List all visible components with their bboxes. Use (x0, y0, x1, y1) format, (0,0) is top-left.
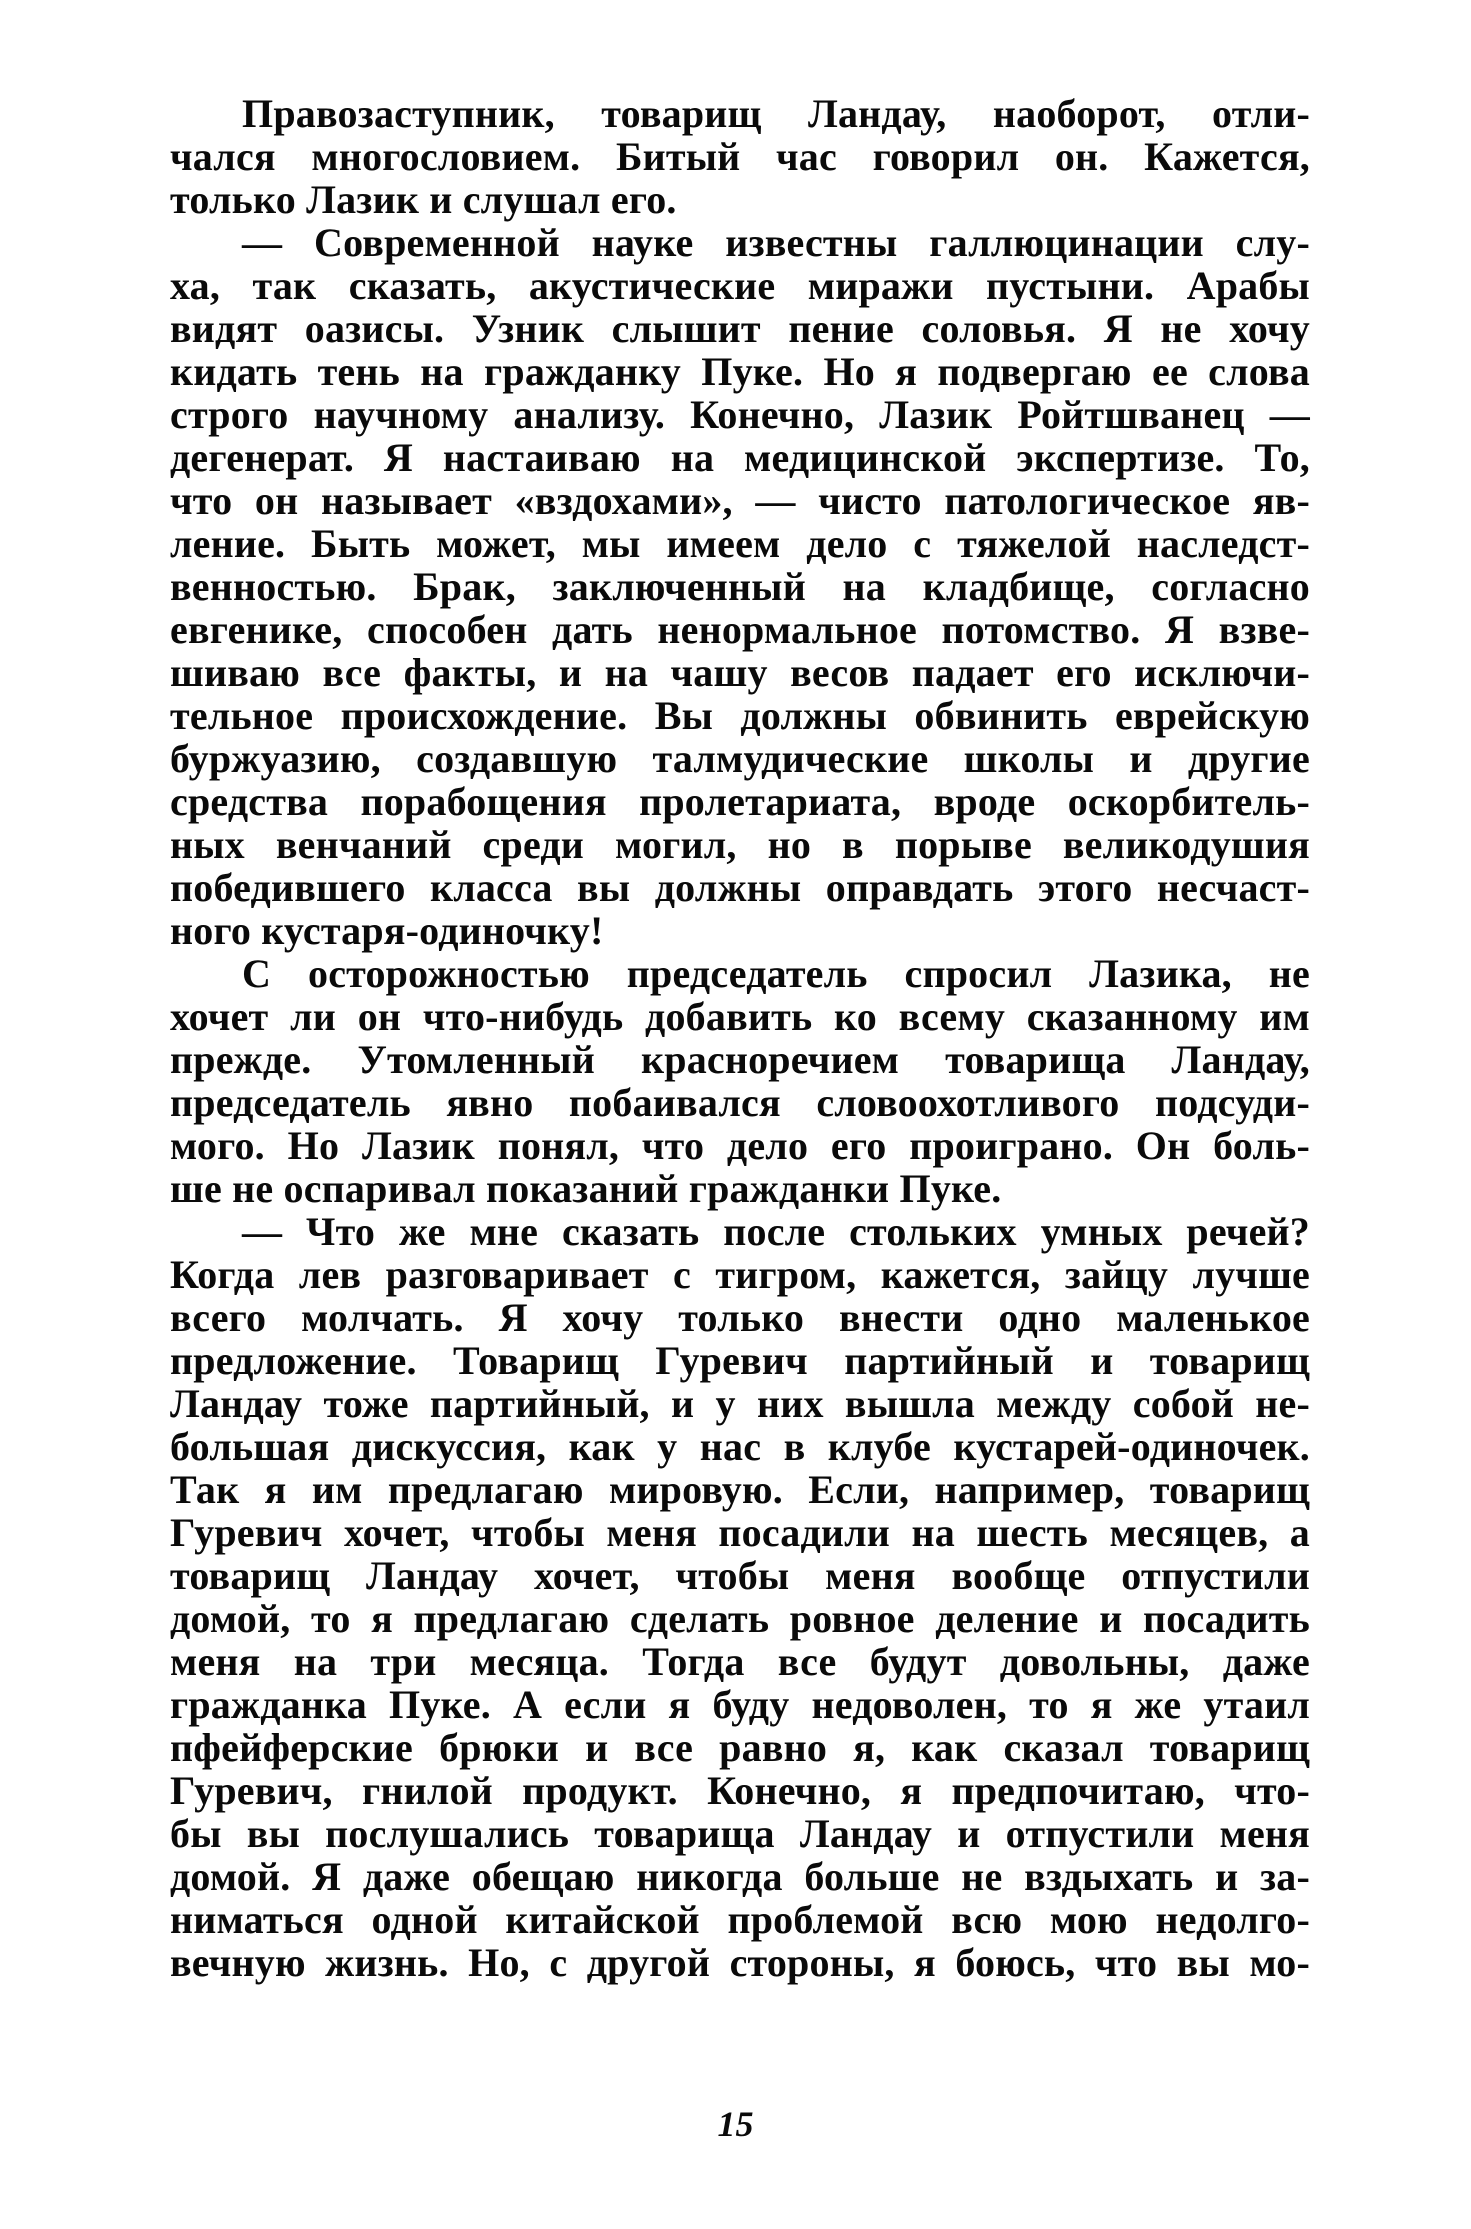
text-line: буржуазию, создавшую талмудические школы и другие (170, 736, 1310, 781)
text-line: большая дискуссия, как у нас в клубе кустарей-одиночек. (170, 1424, 1310, 1469)
text-line: — Современной науке известны галлюцинации слу- (242, 220, 1310, 265)
text-line: хочет ли он что-нибудь добавить ко всему сказанному им (170, 994, 1310, 1039)
text-line: Ландау тоже партийный, и у них вышла между собой не- (170, 1381, 1310, 1426)
text-line: мого. Но Лазик понял, что дело его проиграно. Он боль- (170, 1123, 1310, 1168)
text-line: евгенике, способен дать ненормальное потомство. Я взве- (170, 607, 1310, 652)
text-line: всего молчать. Я хочу только внести одно маленькое (170, 1295, 1310, 1340)
text-line: ных венчаний среди могил, но в порыве великодушия (170, 822, 1310, 867)
text-line: дегенерат. Я настаиваю на медицинской экспертизе. То, (170, 435, 1310, 480)
text-line: гражданка Пуке. А если я буду недоволен, то я же утаил (170, 1682, 1310, 1727)
page-number: 15 (717, 2104, 754, 2144)
text-line: Когда лев разговаривает с тигром, кажется, зайцу лучше (170, 1252, 1310, 1297)
paragraph (170, 952, 1310, 1210)
text-line: средства порабощения пролетариата, вроде оскорбитель- (170, 779, 1310, 824)
text-line: домой. Я даже обещаю никогда больше не вздыхать и за- (170, 1854, 1310, 1899)
paragraph (170, 1210, 1310, 1984)
text-line: победившего класса вы должны оправдать этого несчаст- (170, 865, 1310, 910)
text-line: вечную жизнь. Но, с другой стороны, я боюсь, что вы мо- (170, 1940, 1310, 1985)
text-line: ниматься одной китайской проблемой всю мою недолго- (170, 1897, 1310, 1942)
text-line: — Что же мне сказать после стольких умных речей? (242, 1209, 1310, 1254)
text-line: председатель явно побаивался словоохотливого подсуди- (170, 1080, 1310, 1125)
text-line: кидать тень на гражданку Пуке. Но я подвергаю ее слова (170, 349, 1310, 394)
text-line: домой, то я предлагаю сделать ровное деление и посадить (170, 1596, 1310, 1641)
text-line: венностью. Брак, заключенный на кладбище, согласно (170, 564, 1310, 609)
text-line: что он называет «вздохами», — чисто патологическое яв- (170, 478, 1310, 523)
text-line: бы вы послушались товарища Ландау и отпустили меня (170, 1811, 1310, 1856)
text-line: прежде. Утомленный красноречием товарища Ландау, (170, 1037, 1310, 1082)
text-line: ше не оспаривал показаний гражданки Пуке. (170, 1166, 1002, 1211)
text-line: только Лазик и слушал его. (170, 177, 677, 222)
text-line: Гуревич хочет, чтобы меня посадили на шесть месяцев, а (170, 1510, 1310, 1555)
text-line: шиваю все факты, и на чашу весов падает его исключи- (170, 650, 1310, 695)
text-line: видят оазисы. Узник слышит пение соловья. Я не хочу (170, 306, 1310, 351)
page-text-body (170, 92, 1310, 1984)
text-line: товарищ Ландау хочет, чтобы меня вообще отпустили (170, 1553, 1310, 1598)
paragraph (170, 221, 1310, 952)
text-line: ного кустаря-одиночку! (170, 908, 604, 953)
text-line: пфейферские брюки и все равно я, как сказал товарищ (170, 1725, 1310, 1770)
text-line: меня на три месяца. Тогда все будут довольны, даже (170, 1639, 1310, 1684)
text-line: Так я им предлагаю мировую. Если, например, товарищ (170, 1467, 1310, 1512)
text-line: ха, так сказать, акустические миражи пустыни. Арабы (170, 263, 1310, 308)
text-line: Правозаступник, товарищ Ландау, наоборот, отли- (242, 91, 1310, 136)
text-line: тельное происхождение. Вы должны обвинить еврейскую (170, 693, 1310, 738)
text-line: ление. Быть может, мы имеем дело с тяжелой наследст- (170, 521, 1310, 566)
text-line: С осторожностью председатель спросил Лазика, не (242, 951, 1310, 996)
paragraph (170, 92, 1310, 221)
text-line: строго научному анализу. Конечно, Лазик Ройтшванец — (170, 392, 1310, 437)
text-line: предложение. Товарищ Гуревич партийный и товарищ (170, 1338, 1310, 1383)
text-line: Гуревич, гнилой продукт. Конечно, я предпочитаю, что- (170, 1768, 1310, 1813)
text-line: чался многословием. Битый час говорил он. Кажется, (170, 134, 1310, 179)
